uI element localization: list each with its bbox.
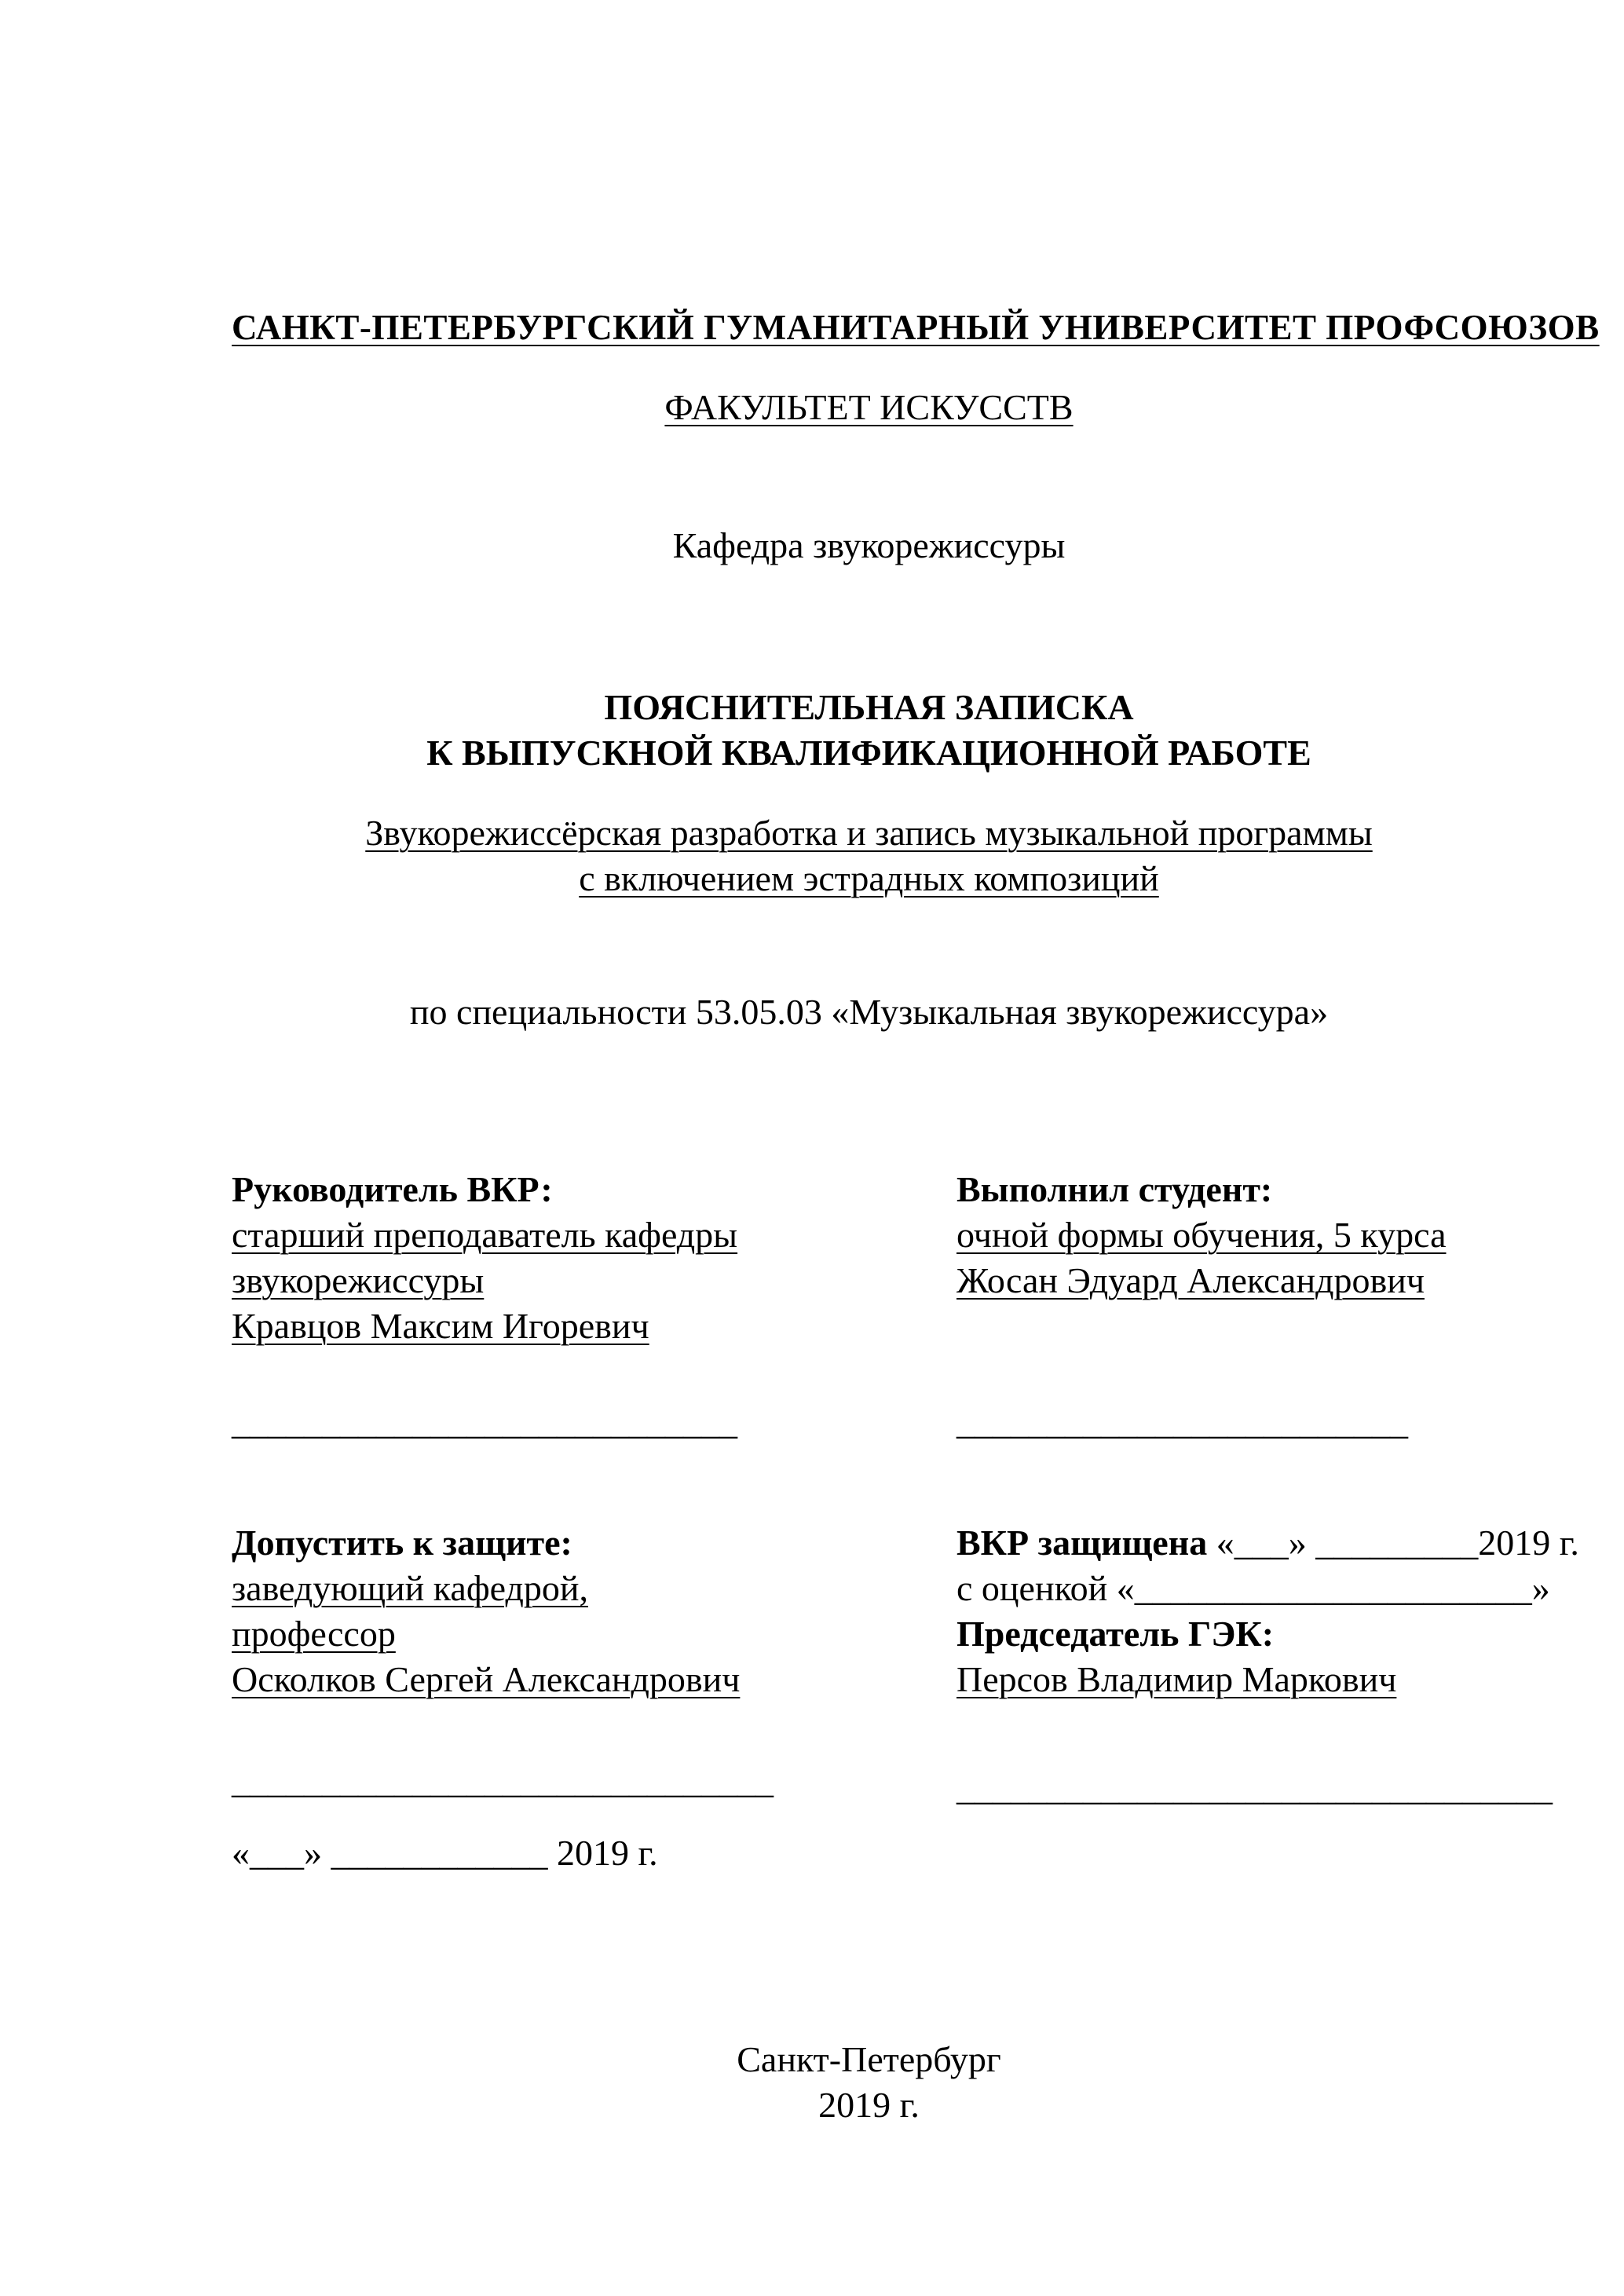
thesis-topic-line2: с включением эстрадных композиций	[579, 858, 1159, 898]
department-name: Кафедра звукорежиссуры	[672, 525, 1066, 565]
admission-name: Осколков Сергей Александрович	[232, 1659, 741, 1699]
student-block	[956, 1167, 1506, 1445]
student-label: Выполнил студент:	[956, 1169, 1273, 1209]
specialty-line: по специальности 53.05.03 «Музыкальная звукорежиссура»	[409, 992, 1329, 1032]
supervisor-block	[232, 1167, 956, 1445]
student-signature-line: _________________________	[956, 1402, 1408, 1442]
supervisor-position-line1: старший преподаватель кафедры	[232, 1215, 738, 1255]
supervisor-signature-line: ____________________________	[232, 1402, 737, 1442]
footer-year: 2019 г.	[818, 2085, 920, 2125]
footer	[232, 2037, 1506, 2128]
thesis-topic	[232, 810, 1506, 901]
document-title	[232, 685, 1506, 776]
defense-status-rest: «___» _________2019 г.	[1207, 1523, 1579, 1563]
admission-position-line1: заведующий кафедрой,	[232, 1568, 588, 1608]
footer-city: Санкт-Петербург	[737, 2039, 1001, 2079]
defense-grade-line: с оценкой «______________________»	[956, 1568, 1550, 1608]
gek-chair-label: Председатель ГЭК:	[956, 1614, 1275, 1654]
defense-block	[956, 1520, 1579, 1876]
supervisor-student-section	[232, 1167, 1506, 1445]
thesis-topic-line1: Звукорежиссёрская разработка и запись музыкальной программы	[365, 813, 1373, 853]
defense-signature-line: _________________________________	[956, 1768, 1553, 1808]
supervisor-label: Руководитель ВКР:	[232, 1169, 553, 1209]
student-info-line: очной формы обучения, 5 курса	[956, 1215, 1447, 1255]
admission-defense-section	[232, 1520, 1579, 1876]
supervisor-name: Кравцов Максим Игоревич	[232, 1306, 649, 1346]
defense-status-line	[956, 1520, 1579, 1566]
gek-chair-name: Персов Владимир Маркович	[956, 1659, 1397, 1699]
document-title-line2: К ВЫПУСКНОЙ КВАЛИФИКАЦИОННОЙ РАБОТЕ	[426, 733, 1311, 773]
supervisor-position-line2: звукорежиссуры	[232, 1260, 485, 1300]
admission-label: Допустить к защите:	[232, 1523, 572, 1563]
faculty-name: ФАКУЛЬТЕТ ИСКУССТВ	[664, 387, 1074, 427]
university-name: САНКТ-ПЕТЕРБУРГСКИЙ ГУМАНИТАРНЫЙ УНИВЕРСИТЕТ ПРОФСОЮЗОВ	[232, 308, 1600, 347]
admission-position-line2: профессор	[232, 1614, 396, 1654]
document-title-line1: ПОЯСНИТЕЛЬНАЯ ЗАПИСКА	[604, 687, 1134, 727]
admission-date-line: «___» ____________ 2019 г.	[232, 1833, 658, 1873]
defense-status-label: ВКР защищена	[956, 1523, 1208, 1563]
student-name: Жосан Эдуард Александрович	[956, 1260, 1425, 1300]
admission-block	[232, 1520, 956, 1876]
admission-signature-line: ______________________________	[232, 1760, 774, 1801]
